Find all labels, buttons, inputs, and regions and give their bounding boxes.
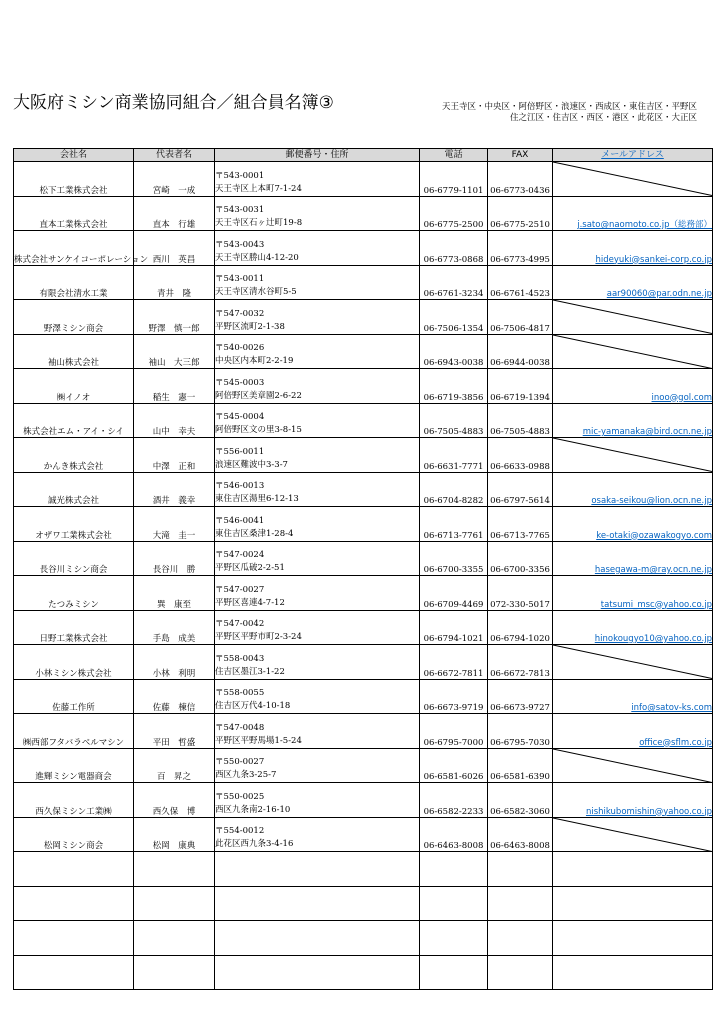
company-name: 株式会社エム・アイ・シイ [14, 403, 134, 438]
phone-number: 06-6761-3234 [420, 265, 488, 300]
address-cell [215, 645, 420, 680]
fax-number: 06-6773-4995 [488, 231, 553, 266]
area-list-line-2: 住之江区・住吉区・西区・港区・此花区・大正区 [509, 113, 697, 123]
email-link[interactable]: ke-otaki@ozawakogyo.com [596, 530, 712, 541]
empty-cell [488, 886, 553, 921]
street-address: 阿倍野区美章園2-6-22 [215, 390, 302, 401]
header-email: メールアドレス [553, 149, 713, 162]
street-address: 東住吉区湯里6-12-13 [215, 494, 299, 504]
address-cell [215, 507, 420, 542]
fax-number: 06-6719-1394 [488, 369, 553, 404]
table-row [14, 231, 713, 266]
empty-cell [134, 886, 215, 921]
street-address: 此花区西九条3-4-16 [215, 839, 294, 849]
street-address: 平野区平野市町2-3-24 [215, 632, 302, 642]
email-cell [553, 472, 713, 507]
email-cell-empty [553, 748, 713, 783]
email-cell-empty [553, 645, 713, 680]
fax-number: 06-6797-5614 [488, 472, 553, 507]
postal-code: 〒558-0055 [215, 688, 265, 698]
empty-cell [215, 921, 420, 956]
address-cell [215, 300, 420, 335]
representative-name: 長谷川 勝 [134, 541, 215, 576]
table-row [14, 748, 713, 783]
empty-cell [14, 955, 134, 990]
postal-code: 〒547-0024 [215, 550, 265, 560]
postal-code: 〒556-0011 [215, 446, 265, 457]
phone-number: 06-6773-0868 [420, 231, 488, 266]
postal-code: 〒547-0027 [215, 584, 265, 595]
fax-number: 06-6700-3356 [488, 541, 553, 576]
fax-number: 06-6463-8008 [488, 817, 553, 852]
phone-number: 06-7505-4883 [420, 403, 488, 438]
email-cell [553, 576, 713, 611]
address-cell [215, 541, 420, 576]
street-address: 東住吉区桑津1-28-4 [215, 528, 294, 539]
fax-number: 06-6672-7813 [488, 645, 553, 680]
street-address: 浪速区難波中3-3-7 [215, 459, 288, 470]
email-link[interactable]: j.sato@naomoto.co.jp（総務部） [577, 220, 712, 230]
table-row [14, 610, 713, 645]
company-name: 日野工業株式会社 [14, 610, 134, 645]
table-row [14, 817, 713, 852]
phone-number: 06-6672-7811 [420, 645, 488, 680]
street-address: 天王寺区清水谷町5-5 [215, 287, 297, 297]
empty-cell [14, 886, 134, 921]
postal-code: 〒543-0001 [215, 170, 265, 181]
address-cell [215, 679, 420, 714]
fax-number: 06-6673-9727 [488, 679, 553, 714]
diagonal-strike-icon [553, 162, 712, 196]
postal-code: 〒546-0013 [215, 481, 265, 491]
postal-code: 〒547-0042 [215, 619, 265, 629]
company-name: 株式会社サンケイコーポレーション [14, 231, 134, 266]
fax-number: 06-7506-4817 [488, 300, 553, 335]
header-tel: 電話 [420, 149, 488, 162]
representative-name: 小林 利明 [134, 645, 215, 680]
representative-name: 中澤 正和 [134, 438, 215, 473]
company-name: たつみミシン [14, 576, 134, 611]
table-row [14, 403, 713, 438]
area-list-line-1: 天王寺区・中央区・阿倍野区・浪速区・西成区・東住吉区・平野区 [441, 102, 697, 112]
diagonal-strike-icon [553, 749, 712, 783]
email-link[interactable]: inoo@gol.com [651, 392, 712, 403]
table-row [14, 265, 713, 300]
email-cell [553, 403, 713, 438]
postal-code: 〒540-0026 [215, 343, 265, 353]
fax-number: 06-6713-7765 [488, 507, 553, 542]
table-row [14, 714, 713, 749]
phone-number: 06-6463-8008 [420, 817, 488, 852]
table-row [14, 507, 713, 542]
address-cell [215, 438, 420, 473]
street-address: 天王寺区石ヶ辻町19-8 [215, 218, 303, 228]
postal-code: 〒543-0031 [215, 205, 265, 215]
company-name: 松岡ミシン商会 [14, 817, 134, 852]
table-row [14, 472, 713, 507]
company-name: 長谷川ミシン商会 [14, 541, 134, 576]
email-cell [553, 714, 713, 749]
street-address: 住吉区万代4-10-18 [215, 701, 291, 711]
address-cell [215, 196, 420, 231]
empty-row [14, 852, 713, 887]
street-address: 平野区平野馬場1-5-24 [215, 735, 302, 746]
street-address: 住吉区墨江3-1-22 [215, 666, 285, 677]
company-name: かんき株式会社 [14, 438, 134, 473]
postal-code: 〒545-0003 [215, 377, 265, 388]
postal-code: 〒546-0041 [215, 515, 265, 526]
empty-cell [420, 955, 488, 990]
empty-cell [420, 886, 488, 921]
representative-name: 百 昇之 [134, 748, 215, 783]
phone-number: 06-6581-6026 [420, 748, 488, 783]
company-name: オザワ工業株式会社 [14, 507, 134, 542]
diagonal-strike-icon [553, 300, 712, 334]
empty-row [14, 921, 713, 956]
fax-number: 06-6795-7030 [488, 714, 553, 749]
table-row [14, 576, 713, 611]
empty-row [14, 955, 713, 990]
email-link[interactable]: hideyuki@sankei-corp.co.jp [595, 254, 712, 265]
table-row [14, 196, 713, 231]
postal-code: 〒554-0012 [215, 826, 265, 836]
email-link[interactable]: hinokougyo10@yahoo.co.jp [594, 634, 712, 644]
table-row [14, 541, 713, 576]
address-cell [215, 231, 420, 266]
table-row [14, 369, 713, 404]
empty-cell [488, 852, 553, 887]
company-name: 袖山株式会社 [14, 334, 134, 369]
roster-body [14, 162, 713, 990]
fax-number: 06-6794-1020 [488, 610, 553, 645]
address-cell [215, 162, 420, 197]
empty-cell [215, 955, 420, 990]
empty-cell [420, 921, 488, 956]
table-row [14, 300, 713, 335]
empty-cell [134, 852, 215, 887]
empty-cell [553, 852, 713, 887]
table-row [14, 162, 713, 197]
address-cell [215, 714, 420, 749]
email-link[interactable]: tatsumi_msc@yahoo.co.jp [600, 599, 712, 610]
company-name: 佐藤工作所 [14, 679, 134, 714]
address-cell [215, 472, 420, 507]
fax-number: 06-6581-6390 [488, 748, 553, 783]
fax-number: 06-6944-0038 [488, 334, 553, 369]
member-roster-table [13, 148, 713, 990]
email-cell-empty [553, 334, 713, 369]
header-address: 郵便番号・住所 [215, 149, 420, 162]
email-cell-empty [553, 817, 713, 852]
street-address: 中央区内本町2-2-19 [215, 356, 294, 366]
empty-cell [215, 886, 420, 921]
representative-name: 袖山 大三郎 [134, 334, 215, 369]
postal-code: 〒545-0004 [215, 412, 265, 422]
phone-number: 06-6673-9719 [420, 679, 488, 714]
representative-name: 野澤 慎一郎 [134, 300, 215, 335]
company-name: 西久保ミシン工業㈱ [14, 783, 134, 818]
postal-code: 〒547-0048 [215, 722, 265, 733]
empty-row [14, 886, 713, 921]
street-address: 西区九条3-25-7 [215, 770, 277, 780]
phone-number: 06-6582-2233 [420, 783, 488, 818]
email-cell [553, 610, 713, 645]
representative-name: 山中 幸夫 [134, 403, 215, 438]
email-link[interactable]: hasegawa-m@ray.ocn.ne.jp [594, 565, 712, 575]
email-cell [553, 369, 713, 404]
page-title: 大阪府ミシン商業協同組合／組合員名簿③ [13, 93, 334, 113]
company-name: 小林ミシン株式会社 [14, 645, 134, 680]
phone-number: 06-6709-4469 [420, 576, 488, 611]
representative-name: 佐藤 棟信 [134, 679, 215, 714]
address-cell [215, 748, 420, 783]
email-link[interactable]: office@sflm.co.jp [639, 737, 712, 748]
header-fax: FAX [488, 149, 553, 162]
email-cell-empty [553, 438, 713, 473]
street-address: 天王寺区上本町7-1-24 [215, 183, 302, 194]
table-row [14, 334, 713, 369]
fax-number: 06-6582-3060 [488, 783, 553, 818]
street-address: 平野区流町2-1-38 [215, 321, 285, 332]
postal-code: 〒558-0043 [215, 653, 265, 664]
email-link[interactable]: osaka-seikou@lion.ocn.ne.jp [591, 496, 712, 506]
address-cell [215, 334, 420, 369]
postal-code: 〒543-0011 [215, 274, 265, 284]
phone-number: 06-6704-8282 [420, 472, 488, 507]
table-row [14, 438, 713, 473]
diagonal-strike-icon [553, 818, 712, 852]
table-row [14, 679, 713, 714]
email-cell [553, 783, 713, 818]
empty-cell [420, 852, 488, 887]
table-row [14, 645, 713, 680]
address-cell [215, 783, 420, 818]
header-company: 会社名 [14, 149, 134, 162]
company-name: 松下工業株式会社 [14, 162, 134, 197]
address-cell [215, 576, 420, 611]
address-cell [215, 403, 420, 438]
postal-code: 〒543-0043 [215, 239, 265, 250]
email-link[interactable]: mic-yamanaka@bird.ocn.ne.jp [582, 427, 712, 437]
table-row [14, 783, 713, 818]
email-cell [553, 265, 713, 300]
fax-number: 06-6633-0988 [488, 438, 553, 473]
phone-number: 06-6943-0038 [420, 334, 488, 369]
phone-number: 06-6700-3355 [420, 541, 488, 576]
representative-name: 手島 成美 [134, 610, 215, 645]
company-name: 進輝ミシン電器商会 [14, 748, 134, 783]
email-cell [553, 541, 713, 576]
email-link[interactable]: nishikubomishin@yahoo.co.jp [585, 806, 712, 817]
representative-name: 巽 康至 [134, 576, 215, 611]
phone-number: 06-6775-2500 [420, 196, 488, 231]
empty-cell [215, 852, 420, 887]
address-cell [215, 265, 420, 300]
header-representative: 代表者名 [134, 149, 215, 162]
representative-name: 大滝 圭一 [134, 507, 215, 542]
diagonal-strike-icon [553, 438, 712, 472]
company-name: 誠光株式会社 [14, 472, 134, 507]
representative-name: 直本 行雄 [134, 196, 215, 231]
empty-cell [14, 921, 134, 956]
representative-name: 西川 英昌 [134, 231, 215, 266]
street-address: 阿倍野区文の里3-8-15 [215, 425, 302, 435]
representative-name: 平田 哲盛 [134, 714, 215, 749]
empty-cell [134, 955, 215, 990]
email-cell [553, 507, 713, 542]
phone-number: 06-6631-7771 [420, 438, 488, 473]
postal-code: 〒550-0025 [215, 791, 265, 802]
phone-number: 06-6713-7761 [420, 507, 488, 542]
company-name: ㈱西部フタバラベルマシン [14, 714, 134, 749]
street-address: 平野区瓜破2-2-51 [215, 563, 285, 573]
address-cell [215, 610, 420, 645]
fax-number: 072-330-5017 [488, 576, 553, 611]
company-name: 野澤ミシン商会 [14, 300, 134, 335]
representative-name: 稲生 憲一 [134, 369, 215, 404]
representative-name: 宮崎 一成 [134, 162, 215, 197]
area-list [442, 102, 697, 124]
empty-cell [553, 886, 713, 921]
company-name: 有限会社清水工業 [14, 265, 134, 300]
street-address: 西区九条南2-16-10 [215, 804, 291, 815]
empty-cell [488, 921, 553, 956]
empty-cell [553, 955, 713, 990]
fax-number: 06-6773-0436 [488, 162, 553, 197]
representative-name: 酒井 義幸 [134, 472, 215, 507]
fax-number: 06-7505-4883 [488, 403, 553, 438]
empty-cell [553, 921, 713, 956]
representative-name: 西久保 博 [134, 783, 215, 818]
postal-code: 〒550-0027 [215, 757, 265, 767]
email-cell [553, 196, 713, 231]
email-cell-empty [553, 300, 713, 335]
postal-code: 〒547-0032 [215, 308, 265, 319]
address-cell [215, 817, 420, 852]
phone-number: 06-6795-7000 [420, 714, 488, 749]
fax-number: 06-6761-4523 [488, 265, 553, 300]
header-row [14, 149, 713, 162]
phone-number: 06-6794-1021 [420, 610, 488, 645]
company-name: 直本工業株式会社 [14, 196, 134, 231]
diagonal-strike-icon [553, 645, 712, 679]
phone-number: 06-7506-1354 [420, 300, 488, 335]
street-address: 天王寺区勝山4-12-20 [215, 252, 299, 263]
email-cell [553, 231, 713, 266]
street-address: 平野区喜連4-7-12 [215, 597, 285, 608]
email-cell-empty [553, 162, 713, 197]
representative-name: 青井 隆 [134, 265, 215, 300]
diagonal-strike-icon [553, 335, 712, 369]
empty-cell [488, 955, 553, 990]
company-name: ㈱イノオ [14, 369, 134, 404]
address-cell [215, 369, 420, 404]
email-link[interactable]: aar90060@par.odn.ne.jp [606, 289, 712, 299]
representative-name: 松岡 康典 [134, 817, 215, 852]
phone-number: 06-6779-1101 [420, 162, 488, 197]
empty-cell [134, 921, 215, 956]
phone-number: 06-6719-3856 [420, 369, 488, 404]
fax-number: 06-6775-2510 [488, 196, 553, 231]
empty-cell [14, 852, 134, 887]
email-link[interactable]: info@satov-ks.com [631, 703, 712, 713]
email-cell [553, 679, 713, 714]
